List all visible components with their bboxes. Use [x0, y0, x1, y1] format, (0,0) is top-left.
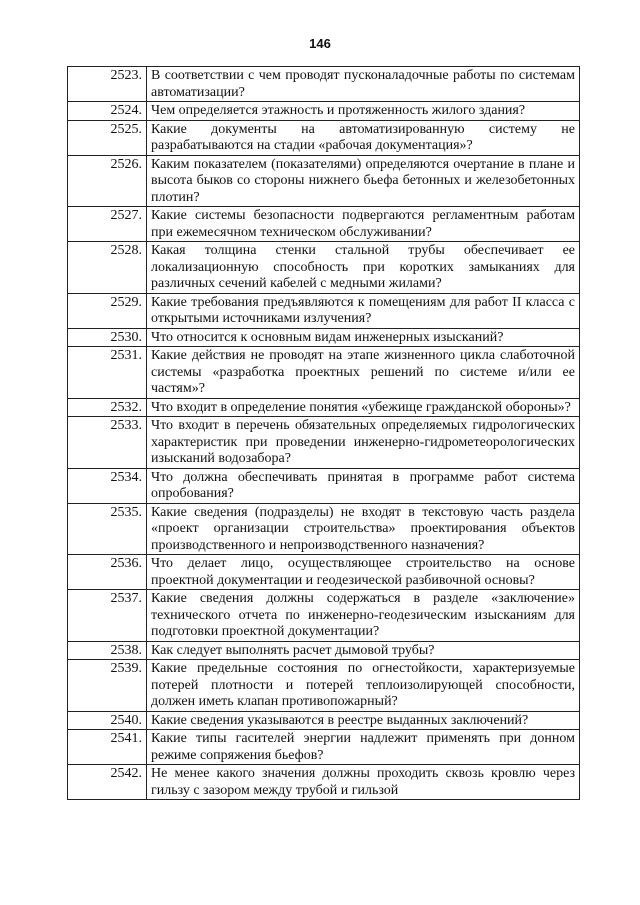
question-text: Какие требования предъявляются к помещениям для работ II класса с открытыми источниками излучения?: [147, 293, 580, 328]
page-number: 146: [309, 36, 331, 51]
question-text: Что относится к основным видам инженерных изысканий?: [147, 328, 580, 347]
question-text: Не менее какого значения должны проходить сквозь кровлю через гильзу с зазором между трубой и гильзой: [147, 765, 580, 800]
table-row: [68, 120, 580, 155]
question-number: 2537.: [68, 590, 147, 642]
question-text: Какие сведения должны содержаться в разделе «заключение» технического отчета по инженерно-геодезическим изысканиям для подготовки проектной документации?: [147, 590, 580, 642]
questions-table: [67, 66, 580, 800]
table-row: [68, 398, 580, 417]
table-row: [68, 207, 580, 242]
question-text: Какие сведения (подразделы) не входят в текстовую часть раздела «проект организации строительства» проектирования объектов производственного и непроизводственного назначения?: [147, 503, 580, 555]
question-text: Какая толщина стенки стальной трубы обеспечивает ее локализационную способность при коротких замыканиях для различных сечений кабелей с медными жилами?: [147, 242, 580, 294]
question-number: 2525.: [68, 120, 147, 155]
question-number: 2523.: [68, 67, 147, 102]
question-number: 2533.: [68, 417, 147, 469]
table-row: [68, 468, 580, 503]
table-row: [68, 590, 580, 642]
question-number: 2536.: [68, 555, 147, 590]
table-row: [68, 555, 580, 590]
question-number: 2528.: [68, 242, 147, 294]
question-number: 2532.: [68, 398, 147, 417]
question-number: 2541.: [68, 730, 147, 765]
question-number: 2527.: [68, 207, 147, 242]
question-text: Что должна обеспечивать принятая в программе работ система опробования?: [147, 468, 580, 503]
table-row: [68, 67, 580, 102]
question-text: Какие предельные состояния по огнестойкости, характеризуемые потерей плотности и потерей теплоизолирующей способности, должен иметь клапан противопожарный?: [147, 660, 580, 712]
question-number: 2535.: [68, 503, 147, 555]
question-text: Какие сведения указываются в реестре выданных заключений?: [147, 711, 580, 730]
table-row: [68, 641, 580, 660]
table-row: [68, 293, 580, 328]
table-row: [68, 328, 580, 347]
question-number: 2538.: [68, 641, 147, 660]
question-text: Какие документы на автоматизированную систему не разрабатываются на стадии «рабочая документация»?: [147, 120, 580, 155]
table-row: [68, 102, 580, 121]
question-number: 2542.: [68, 765, 147, 800]
question-text: В соответствии с чем проводят пусконаладочные работы по системам автоматизации?: [147, 67, 580, 102]
table-row: [68, 765, 580, 800]
table-row: [68, 242, 580, 294]
question-text: Что делает лицо, осуществляющее строительство на основе проектной документации и геодезической разбивочной основы?: [147, 555, 580, 590]
question-text: Чем определяется этажность и протяженность жилого здания?: [147, 102, 580, 121]
question-text: Как следует выполнять расчет дымовой трубы?: [147, 641, 580, 660]
question-number: 2530.: [68, 328, 147, 347]
question-number: 2539.: [68, 660, 147, 712]
question-text: Что входит в перечень обязательных определяемых гидрологических характеристик при проведении инженерно-гидрометеорологических изысканий водозабора?: [147, 417, 580, 469]
question-text: Какие типы гасителей энергии надлежит применять при донном режиме сопряжения бьефов?: [147, 730, 580, 765]
question-text: Каким показателем (показателями) определяются очертание в плане и высота быков со стороны нижнего бьефа бетонных и железобетонных плотин?: [147, 155, 580, 207]
table-row: [68, 155, 580, 207]
question-number: 2524.: [68, 102, 147, 121]
table-row: [68, 730, 580, 765]
question-number: 2534.: [68, 468, 147, 503]
table-row: [68, 347, 580, 399]
question-text: Что входит в определение понятия «убежище гражданской обороны»?: [147, 398, 580, 417]
question-number: 2531.: [68, 347, 147, 399]
table-row: [68, 417, 580, 469]
table-row: [68, 503, 580, 555]
question-number: 2540.: [68, 711, 147, 730]
question-number: 2529.: [68, 293, 147, 328]
question-number: 2526.: [68, 155, 147, 207]
table-row: [68, 660, 580, 712]
question-text: Какие системы безопасности подвергаются регламентным работам при ежемесячном техническом обслуживании?: [147, 207, 580, 242]
question-text: Какие действия не проводят на этапе жизненного цикла слаботочной системы «разработка проектных решений по системе и/или ее частям»?: [147, 347, 580, 399]
table-row: [68, 711, 580, 730]
